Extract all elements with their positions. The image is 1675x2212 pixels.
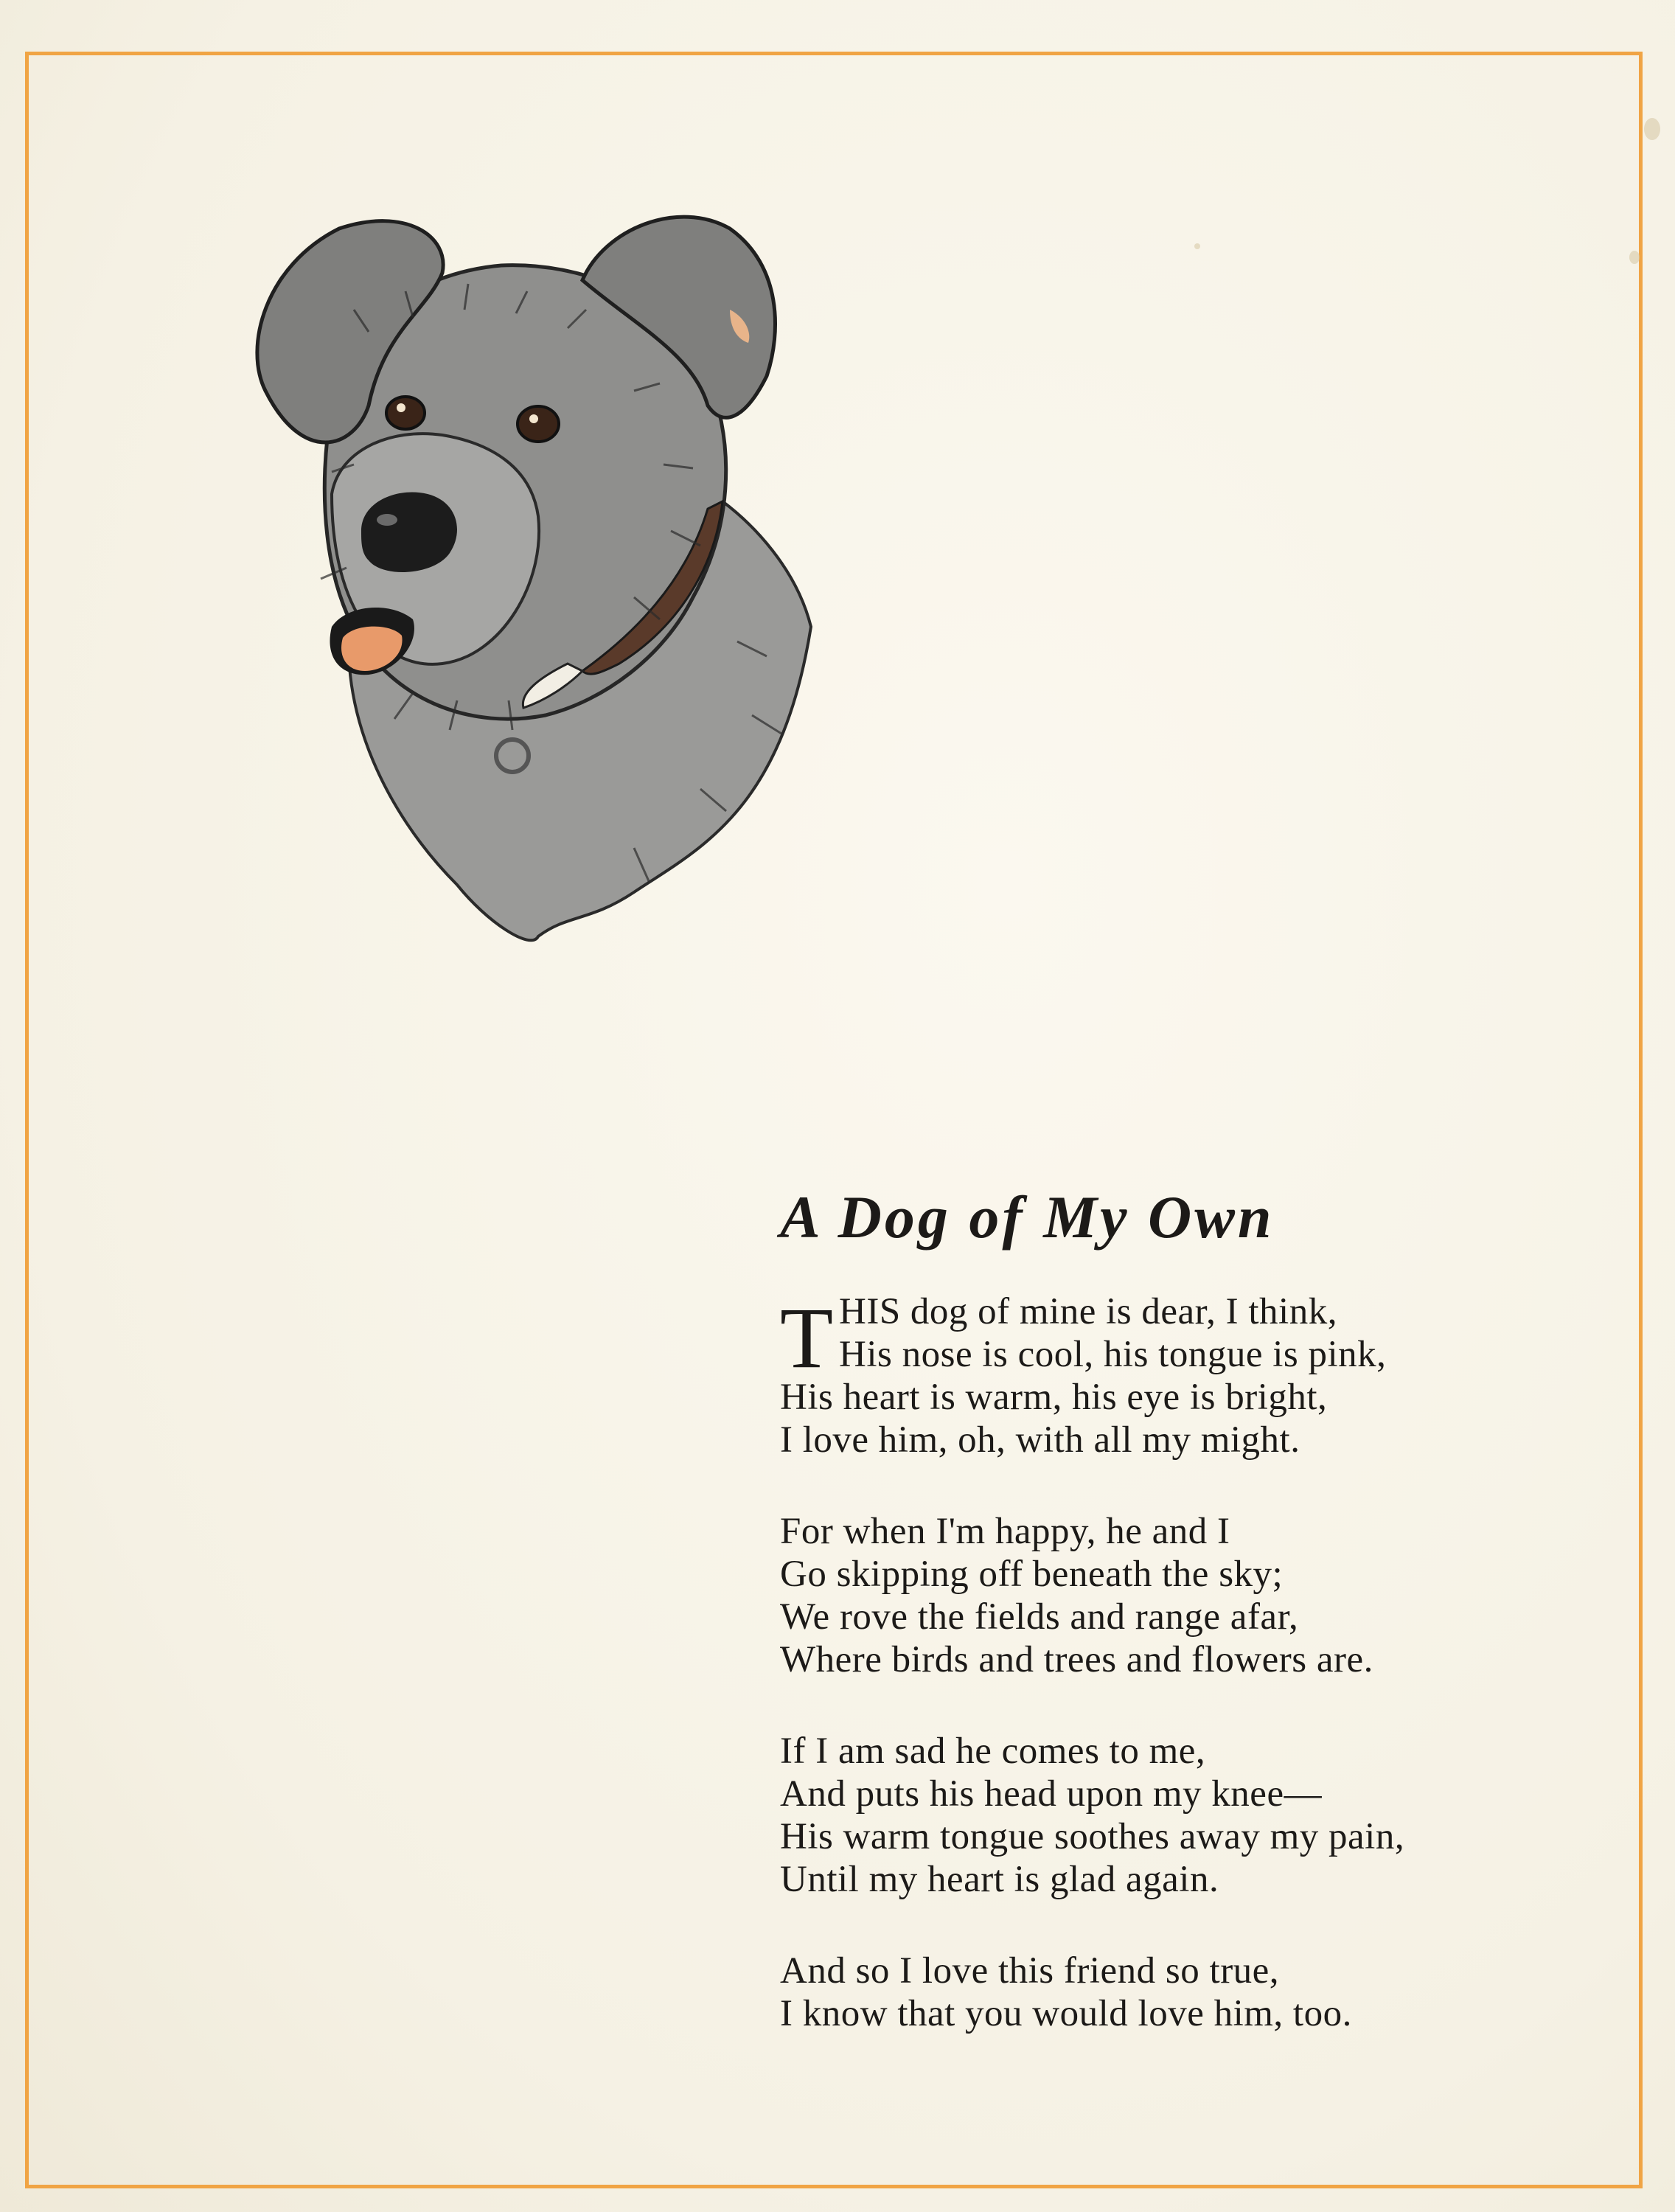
poem-line: Go skipping off beneath the sky; — [780, 1554, 1284, 1595]
stanza-1 — [780, 1290, 1606, 1461]
poem-line: And so I love this friend so true, — [780, 1950, 1280, 1992]
stanza-2 — [780, 1510, 1606, 1681]
poem-line: And puts his head upon my knee— — [780, 1773, 1323, 1815]
dog-illustration — [221, 184, 833, 966]
paper-stain — [1629, 251, 1640, 264]
poem-line: I love him, oh, with all my might. — [780, 1419, 1300, 1461]
poem-line: His nose is cool, his tongue is pink, — [839, 1334, 1387, 1375]
paper-stain — [1644, 118, 1660, 140]
poem-line: His heart is warm, his eye is bright, — [780, 1377, 1328, 1418]
poem-line: Until my heart is glad again. — [780, 1859, 1219, 1900]
poem-line: We rove the fields and range afar, — [780, 1596, 1299, 1638]
poem-line: Where birds and trees and flowers are. — [780, 1639, 1373, 1680]
stanza-4 — [780, 1950, 1606, 2035]
terrier-dog-head-icon — [221, 184, 833, 966]
poem-line: If I am sad he comes to me, — [780, 1731, 1206, 1772]
poem-line-text: HIS dog of mine is dear, I think, — [839, 1291, 1337, 1332]
poem-line: His warm tongue soothes away my pain, — [780, 1816, 1405, 1857]
poem-line: For when I'm happy, he and I — [780, 1511, 1230, 1552]
drop-cap: T — [780, 1290, 834, 1386]
poem — [780, 1183, 1606, 2084]
paper-stain — [1194, 243, 1200, 249]
poem-title: A Dog of My Own — [780, 1183, 1275, 1251]
poem-line: I know that you would love him, too. — [780, 1993, 1352, 2034]
stanza-3 — [780, 1730, 1606, 1901]
